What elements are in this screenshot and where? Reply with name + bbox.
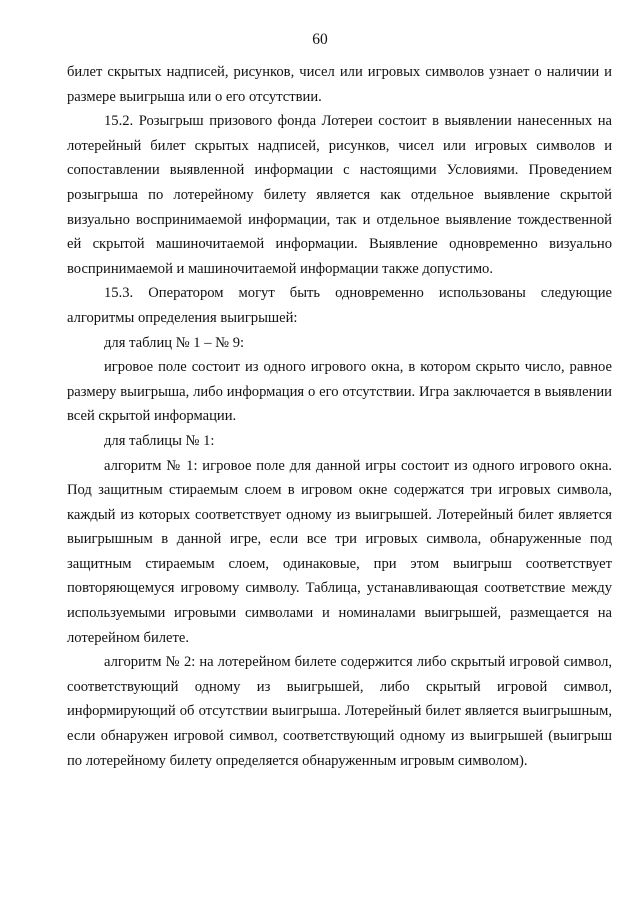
paragraph-15-2: 15.2. Розыгрыш призового фонда Лотереи состоит в выявлении нанесенных на лотерейный билет скрытых надписей, рисунков, чисел или игровых символов и сопоставлении выявленной информации с настоящими Условиями. Проведением розыгрыша по лотерейному билету является как отдельное выявление скрытой визуально воспринимаемой информации, так и отдельное выявление тождественной ей скрытой машиночитаемой информации. Выявление одновременно визуально воспринимаемой и машиночитаемой информации также допустимо. xyxy=(67,113,612,277)
paragraph-algorithm-2: алгоритм № 2: на лотерейном билете содержится либо скрытый игровой символ, соответствующий одному из выигрышей, либо скрытый игровой символ, информирующий об отсутствии выигрыша. Лотерейный билет является выигрышным, если обнаружен игровой символ, соответствующий одному из выигрышей (выигрыш по лотерейному билету определяется обнаруженным игровым символом). xyxy=(67,654,612,769)
document-body xyxy=(67,60,612,773)
paragraph-algorithm-1: алгоритм № 1: игровое поле для данной игры состоит из одного игрового окна. Под защитным стираемым слоем в игровом окне содержатся три игровых символа, каждый из которых соответствует одному из выигрышей. Лотерейный билет является выигрышным в данной игре, если все три игровых символа, обнаруженные под защитным стираемым слоем, одинаковые, при этом выигрыш соответствует повторяющемуся игровому символу. Таблица, устанавливающая соответствие между используемыми игровыми символами и номиналами выигрышей, размещается на лотерейном билете. xyxy=(67,457,612,646)
paragraph-tables-1-9: для таблиц № 1 – № 9: xyxy=(104,334,245,351)
paragraph-game-field: игровое поле состоит из одного игрового окна, в котором скрыто число, равное размеру выигрыша, либо информация о его отсутствии. Игра заключается в выявлении всей скрытой информации. xyxy=(67,359,612,425)
paragraph-continuation: билет скрытых надписей, рисунков, чисел или игровых символов узнает о наличии и размере выигрыша или о его отсутствии. xyxy=(67,64,612,105)
page-number: 60 xyxy=(312,31,328,48)
paragraph-table-1: для таблицы № 1: xyxy=(104,432,215,449)
paragraph-15-3: 15.3. Оператором могут быть одновременно использованы следующие алгоритмы определения выигрышей: xyxy=(67,285,612,326)
